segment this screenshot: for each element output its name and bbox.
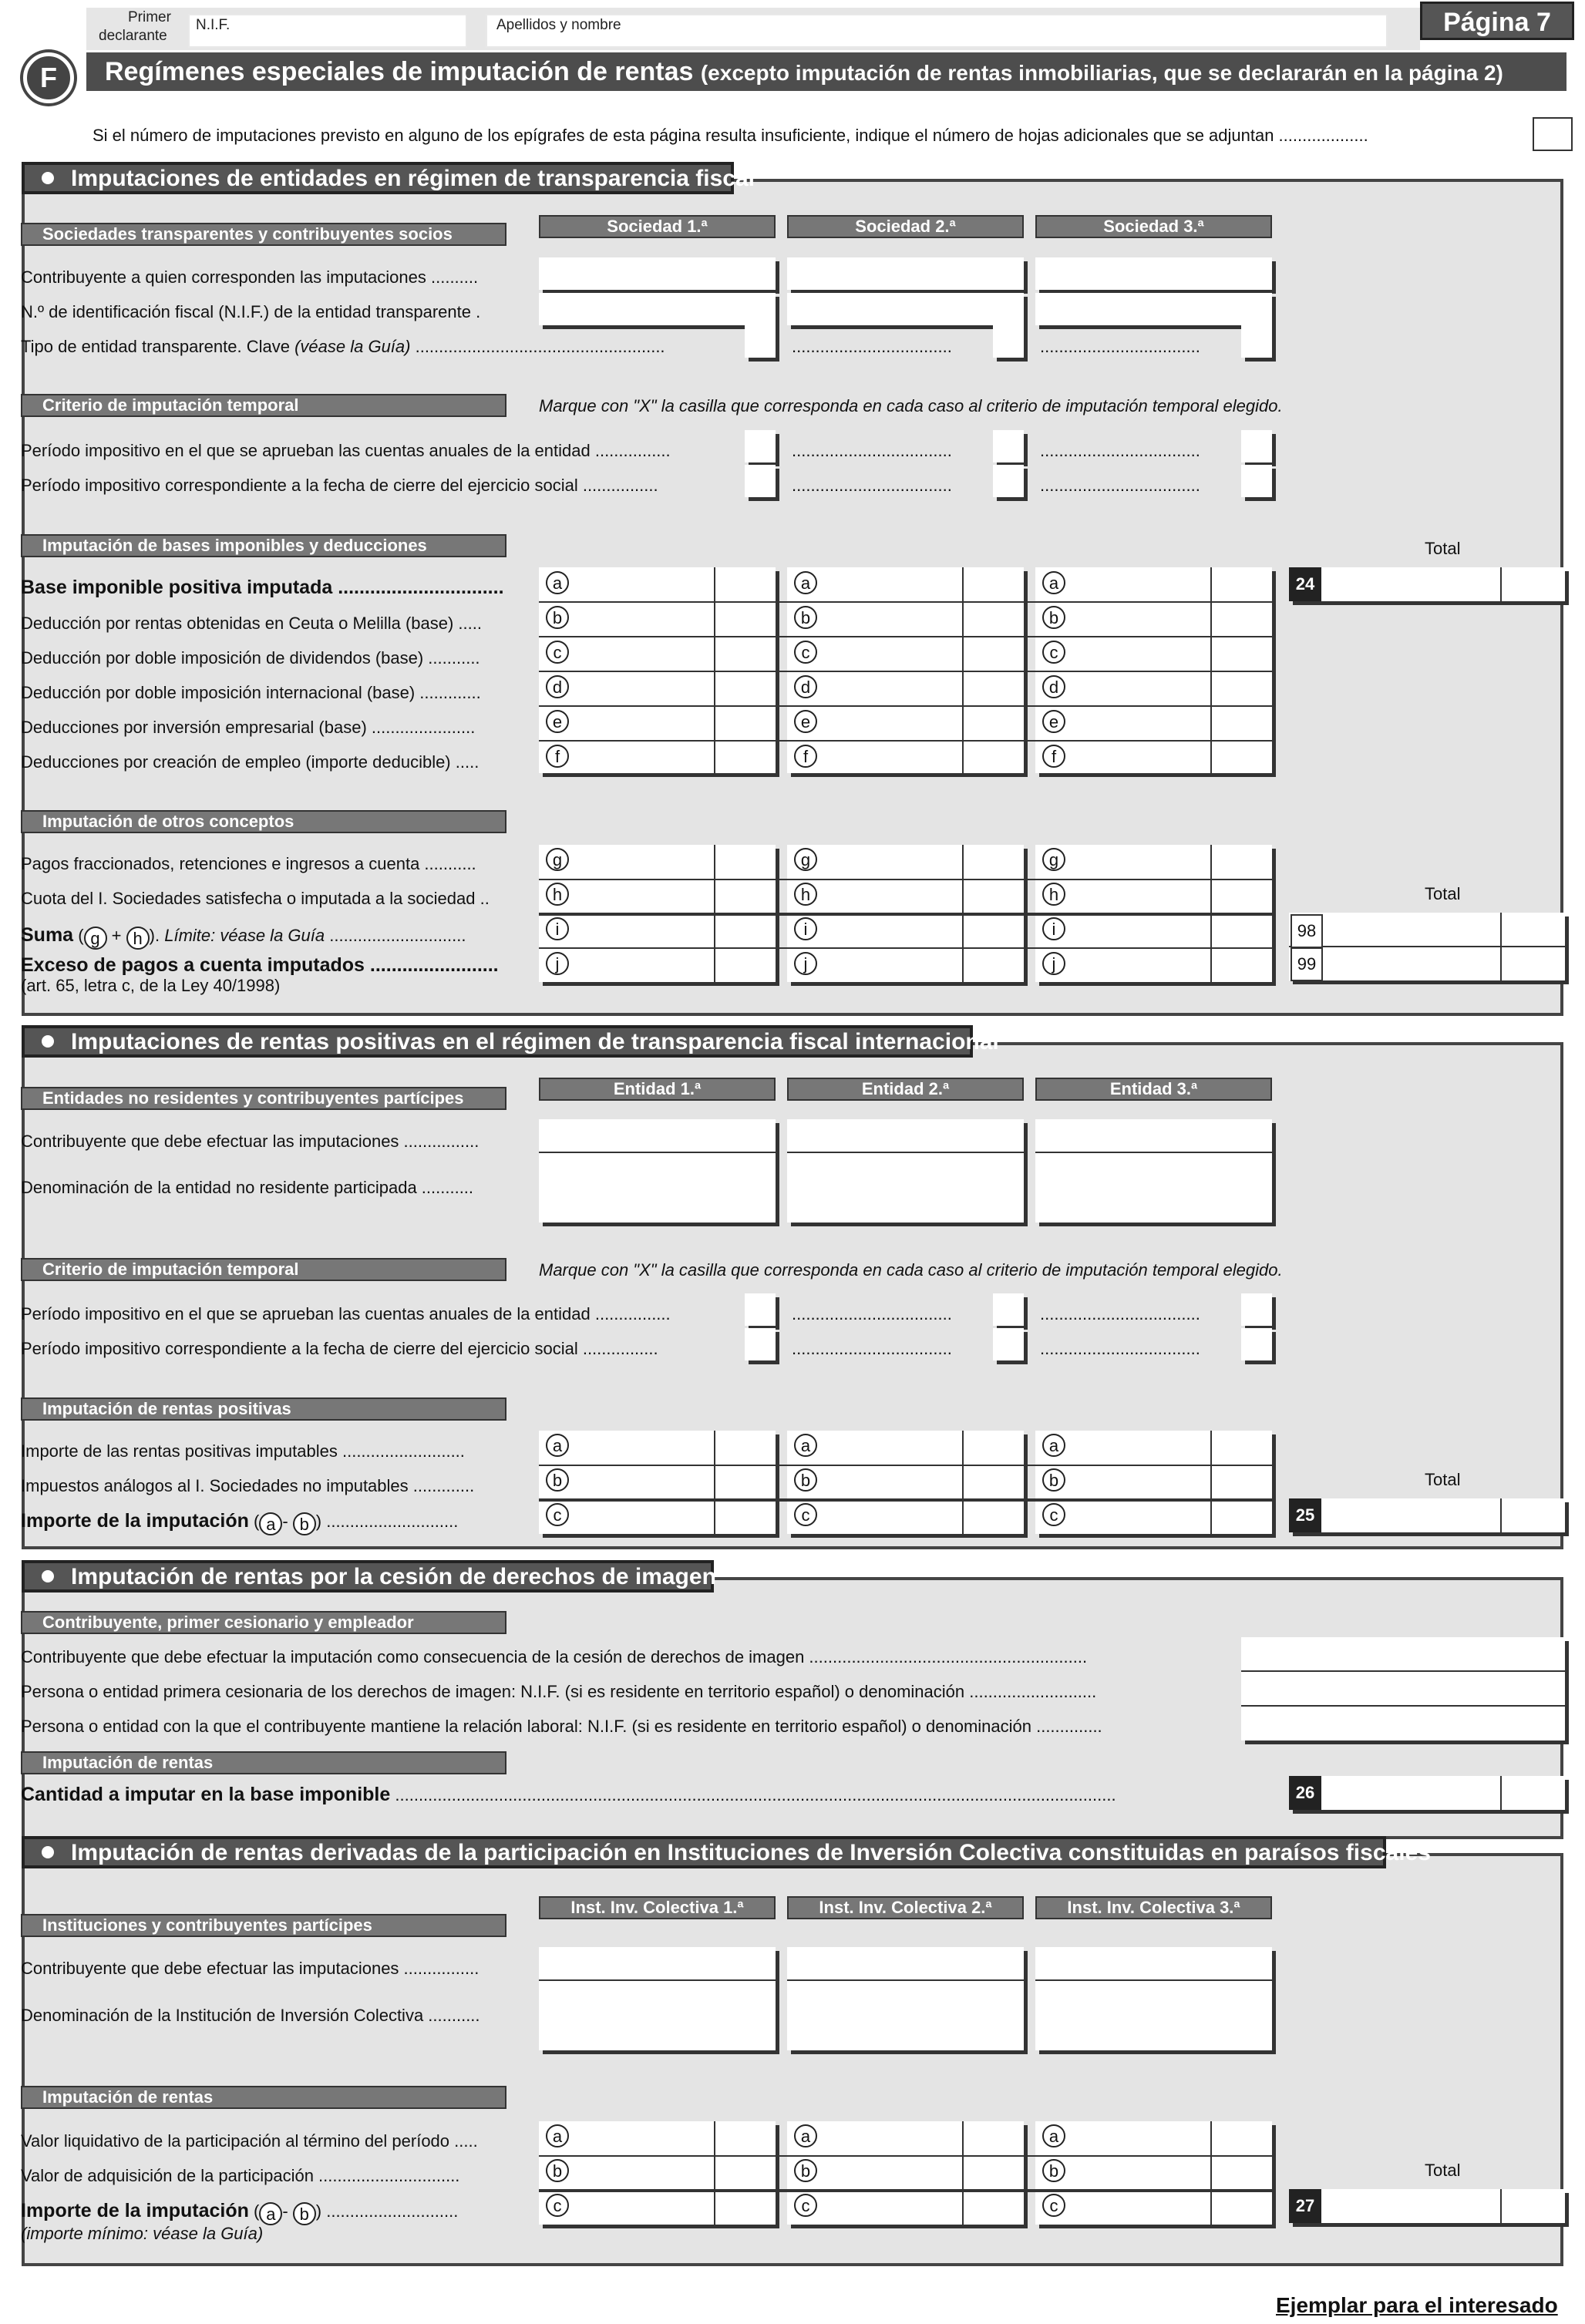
inv-col2[interactable]	[787, 2121, 1024, 2225]
total-27-sep	[1500, 2189, 1502, 2223]
bases-rowline-2	[539, 636, 1272, 637]
footer-ejemplar: Ejemplar para el interesado	[1276, 2293, 1558, 2317]
suma-text: Suma	[21, 924, 74, 946]
total-label-inv: Total	[1425, 2161, 1461, 2180]
label-denominacion-4: Denominación de la Institución de Inversión Colectiva ...........	[21, 2006, 480, 2025]
o3-i: i	[1042, 917, 1065, 940]
suma-dots: .............................	[325, 926, 466, 945]
s1-soc3-periodo-cuentas[interactable]	[1241, 430, 1272, 462]
i2-c: c	[794, 2194, 817, 2217]
box-27: 27	[1289, 2189, 1321, 2223]
entidad2-fields[interactable]	[787, 1119, 1024, 1223]
col-sociedad-1: Sociedad 1.ª	[539, 215, 776, 238]
subheader-imputacion-rentas-4: Imputación de rentas	[21, 2086, 506, 2109]
s2-ent3-dots-b: ..................................	[1040, 1339, 1200, 1358]
s1-soc3-dots-a: ..................................	[1040, 441, 1200, 460]
c2-f: f	[794, 745, 817, 768]
page-title	[86, 52, 1566, 91]
ent-rowline-2	[787, 1152, 1024, 1153]
c3-f: f	[1042, 745, 1065, 768]
tipo-dots: .....................................................	[410, 337, 665, 356]
total-25-sep	[1500, 1498, 1502, 1532]
c2-e: e	[794, 710, 817, 733]
rentas-sep1	[714, 1431, 715, 1534]
inv-sep3	[1210, 2121, 1212, 2225]
subheader-instituciones: Instituciones y contribuyentes partícipes	[21, 1914, 506, 1937]
imp2-minus: -	[282, 1512, 288, 1531]
exceso-note: (art. 65, letra c, de la Ley 40/1998)	[21, 976, 281, 995]
marque-note-1: Marque con "X" la casilla que corresponda en cada caso al criterio de imputación temporal elegido.	[539, 396, 1283, 415]
imagen-rowline-2	[1241, 1705, 1565, 1707]
imp4-a: a	[259, 2202, 282, 2225]
label-valor-adquisicion: Valor de adquisición de la participación ..............................	[21, 2166, 460, 2185]
r1-c: c	[546, 1503, 569, 1526]
section-title-inversion	[22, 1836, 1431, 1868]
total-98-99-line	[1289, 946, 1565, 947]
label-importe-imputacion-2	[21, 1509, 458, 1532]
s2-ent2-periodo-cierre[interactable]	[993, 1328, 1024, 1360]
rentas-sep2	[962, 1431, 964, 1534]
suma-limite: Límite: véase la Guía	[164, 926, 325, 945]
col-entidad-2: Entidad 2.ª	[787, 1078, 1024, 1101]
o2-j: j	[794, 952, 817, 975]
suma-h: h	[126, 927, 150, 950]
label-tipo-entidad	[21, 337, 665, 357]
s2-ent1-periodo-cuentas[interactable]	[745, 1293, 776, 1326]
nif-label: N.I.F.	[196, 17, 231, 33]
label-ded-dividendos: Deducción por doble imposición de dividendos (base) ...........	[21, 648, 480, 668]
label-valor-liquidativo: Valor liquidativo de la participación al término del período .....	[21, 2131, 478, 2151]
label-nif-entidad: N.º de identificación fiscal (N.I.F.) de la entidad transparente .	[21, 302, 481, 321]
rentas-col1[interactable]	[539, 1431, 776, 1534]
o1-i: i	[546, 917, 569, 940]
box-98: 98	[1291, 914, 1323, 948]
col-entidad-1: Entidad 1.ª	[539, 1078, 776, 1101]
cantidad-text: Cantidad a imputar en la base imponible	[21, 1784, 391, 1805]
bases-rowline-1	[539, 601, 1272, 603]
inst-rowline-3	[1035, 1979, 1272, 1981]
label-contribuyente-imagen: Contribuyente que debe efectuar la imputación como consecuencia de la cesión de derechos de imagen ...........................................................	[21, 1647, 1088, 1666]
subheader-sociedades: Sociedades transparentes y contribuyentes socios	[21, 223, 506, 246]
o2-g: g	[794, 848, 817, 871]
o1-g: g	[546, 848, 569, 871]
section-title-imagen	[22, 1560, 714, 1592]
sociedad2-nif-field[interactable]	[787, 293, 1024, 325]
apellidos-label: Apellidos y nombre	[496, 17, 621, 33]
title-sub: (excepto imputación de rentas inmobiliarias, que se declararán en la página 2)	[700, 61, 1503, 85]
bases-rowline-4	[539, 705, 1272, 707]
imp2-text: Importe de la imputación	[21, 1510, 249, 1532]
label-ded-inversion: Deducciones por inversión empresarial (base) ......................	[21, 718, 476, 737]
total-98-sep	[1500, 913, 1502, 980]
inv-sep1	[714, 2121, 715, 2225]
otros-rowline-1	[539, 879, 1272, 880]
inv-sep2	[962, 2121, 964, 2225]
rentas-rowline-1	[539, 1465, 1272, 1466]
o2-i: i	[794, 917, 817, 940]
imp4-paren-open: (	[254, 2201, 260, 2221]
label-ded-internacional: Deducción por doble imposición internacional (base) .............	[21, 683, 481, 702]
label-denominacion-2: Denominación de la entidad no residente participada ...........	[21, 1178, 474, 1197]
o1-h: h	[546, 883, 569, 906]
total-24-field[interactable]	[1289, 567, 1565, 601]
bases-rowline-3	[539, 671, 1272, 672]
subheader-bases: Imputación de bases imponibles y deducciones	[21, 534, 506, 557]
label-primera-cesionaria: Persona o entidad primera cesionaria de los derechos de imagen: N.I.F. (si es residente en territorio español) o denominación ...........................	[21, 1682, 1097, 1701]
s2-ent2-periodo-cuentas[interactable]	[993, 1293, 1024, 1326]
col-inst-3: Inst. Inv. Colectiva 3.ª	[1035, 1896, 1272, 1919]
sociedad3-tipo-dots: ..................................	[1040, 337, 1200, 356]
sociedad3-contribuyente-field[interactable]	[1035, 257, 1272, 290]
inst1-fields[interactable]	[539, 1947, 776, 2050]
otros-rowline-2	[539, 913, 1272, 916]
label-suma	[21, 923, 466, 947]
i1-a: a	[546, 2124, 569, 2147]
total-24-sep	[1500, 567, 1502, 601]
o2-h: h	[794, 883, 817, 906]
r3-c: c	[1042, 1503, 1065, 1526]
label-periodo-cuentas-2: Período impositivo en el que se aprueban las cuentas anuales de la entidad ................	[21, 1304, 671, 1323]
s1-soc2-periodo-cierre[interactable]	[993, 465, 1024, 497]
total-label-otros: Total	[1425, 884, 1461, 903]
c1-a: a	[546, 571, 569, 594]
total-25-field[interactable]	[1289, 1498, 1565, 1532]
s1-soc1-periodo-cuentas[interactable]	[745, 430, 776, 462]
c1-f: f	[546, 745, 569, 768]
rentas-sep3	[1210, 1431, 1212, 1534]
imp4-text: Importe de la imputación	[21, 2200, 249, 2221]
entidad1-fields[interactable]	[539, 1119, 776, 1223]
imp2-b: b	[293, 1512, 316, 1535]
sociedad2-tipo-dots: ..................................	[792, 337, 952, 356]
inv-col1[interactable]	[539, 2121, 776, 2225]
o3-h: h	[1042, 883, 1065, 906]
col-inst-1: Inst. Inv. Colectiva 1.ª	[539, 1896, 776, 1919]
s1-soc1-periodo-cierre[interactable]	[745, 465, 776, 497]
r2-b: b	[794, 1468, 817, 1492]
total-26-sep	[1500, 1776, 1502, 1810]
subheader-criterio-2: Criterio de imputación temporal	[21, 1258, 506, 1281]
imp2-a: a	[259, 1512, 282, 1535]
primer-label: Primer	[128, 9, 171, 25]
ent-rowline-3	[1035, 1152, 1272, 1153]
col-entidad-3: Entidad 3.ª	[1035, 1078, 1272, 1101]
total-label-bases: Total	[1425, 539, 1461, 558]
subheader-rentas-positivas: Imputación de rentas positivas	[21, 1397, 506, 1421]
c3-d: d	[1042, 675, 1065, 698]
imp2-paren-open: (	[254, 1512, 260, 1531]
bases-rowline-5	[539, 740, 1272, 742]
label-ded-empleo: Deducciones por creación de empleo (importe deducible) .....	[21, 752, 480, 772]
rentas-col3[interactable]	[1035, 1431, 1272, 1534]
otros-rowline-3	[539, 947, 1272, 949]
sociedad1-tipo-box[interactable]	[745, 325, 776, 358]
box-26: 26	[1289, 1776, 1321, 1810]
suma-paren-close: ).	[149, 926, 160, 945]
subheader-contribuyente-cesionario: Contribuyente, primer cesionario y empleador	[21, 1611, 506, 1634]
tipo-guia: (véase la Guía)	[294, 337, 411, 356]
o3-g: g	[1042, 848, 1065, 871]
section-f-badge: F	[23, 52, 74, 103]
rentas-rowline-2	[539, 1498, 1272, 1502]
col-sociedad-2: Sociedad 2.ª	[787, 215, 1024, 238]
c1-e: e	[546, 710, 569, 733]
total-label-rentas: Total	[1425, 1470, 1461, 1489]
c3-c: c	[1042, 641, 1065, 664]
c3-a: a	[1042, 571, 1065, 594]
c2-b: b	[794, 606, 817, 629]
entidad3-fields[interactable]	[1035, 1119, 1272, 1223]
i1-c: c	[546, 2194, 569, 2217]
label-pagos-fraccionados: Pagos fraccionados, retenciones e ingresos a cuenta ...........	[21, 854, 476, 873]
label-contribuyente-4: Contribuyente que debe efectuar las imputaciones ................	[21, 1959, 480, 1978]
inst-rowline-2	[787, 1979, 1024, 1981]
imp4-paren-close: )	[315, 2201, 322, 2221]
section-title-internacional	[22, 1025, 999, 1058]
s2-ent2-dots-b: ..................................	[792, 1339, 952, 1358]
sociedad3-tipo-box[interactable]	[1241, 325, 1272, 358]
label-cantidad-imputar	[21, 1784, 1116, 1806]
label-importe-imputacion-4	[21, 2199, 458, 2222]
i1-b: b	[546, 2159, 569, 2182]
inv-rowline-1	[539, 2155, 1272, 2157]
s2-ent2-dots-a: ..................................	[792, 1304, 952, 1323]
r3-b: b	[1042, 1468, 1065, 1492]
s2-ent1-periodo-cierre[interactable]	[745, 1328, 776, 1360]
label-cuota-sociedades: Cuota del I. Sociedades satisfecha o imputada a la sociedad ..	[21, 889, 490, 908]
sociedad2-tipo-box[interactable]	[993, 325, 1024, 358]
sociedad1-nif-field[interactable]	[539, 293, 776, 325]
s1-soc2-periodo-cuentas[interactable]	[993, 430, 1024, 462]
section-title-text: Imputación de rentas por la cesión de derechos de imagen	[71, 1564, 716, 1589]
hojas-adicionales-box[interactable]	[1533, 117, 1573, 151]
suma-g: g	[84, 927, 107, 950]
label-contribuyente-2: Contribuyente que debe efectuar las imputaciones ................	[21, 1132, 480, 1151]
c1-b: b	[546, 606, 569, 629]
declarante-label: declarante	[99, 28, 167, 44]
s1-soc3-dots-b: ..................................	[1040, 476, 1200, 495]
inst-rowline-1	[539, 1979, 776, 1981]
c1-c: c	[546, 641, 569, 664]
s1-soc3-periodo-cierre[interactable]	[1241, 465, 1272, 497]
label-contribuyente: Contribuyente a quien corresponden las imputaciones ..........	[21, 267, 479, 287]
o1-j: j	[546, 952, 569, 975]
inst2-fields[interactable]	[787, 1947, 1024, 2050]
i3-b: b	[1042, 2159, 1065, 2182]
r3-a: a	[1042, 1434, 1065, 1457]
subheader-otros-conceptos: Imputación de otros conceptos	[21, 810, 506, 833]
r1-b: b	[546, 1468, 569, 1492]
rentas-col2[interactable]	[787, 1431, 1024, 1534]
imagen-fields[interactable]	[1241, 1637, 1565, 1740]
imp2-dots: ............................	[321, 1512, 459, 1531]
label-impuestos-analogos: Impuestos análogos al I. Sociedades no imputables .............	[21, 1476, 475, 1495]
imp2-paren-close: )	[315, 1512, 322, 1531]
r2-a: a	[794, 1434, 817, 1457]
sociedad1-contribuyente-field[interactable]	[539, 257, 776, 290]
s2-ent3-periodo-cierre[interactable]	[1241, 1328, 1272, 1360]
sociedad3-nif-field[interactable]	[1035, 293, 1272, 325]
label-base-imponible: Base imponible positiva imputada ...............................	[21, 577, 504, 598]
section-title-text: Imputación de rentas derivadas de la participación en Instituciones de Inversión Colectiva constituidas en paraísos fiscales	[71, 1840, 1431, 1865]
label-ded-ceuta: Deducción por rentas obtenidas en Ceuta o Melilla (base) .....	[21, 614, 482, 633]
label-periodo-cuentas-1: Período impositivo en el que se aprueban las cuentas anuales de la entidad ................	[21, 441, 671, 460]
label-rentas-positivas: Importe de las rentas positivas imputables ..........................	[21, 1441, 465, 1461]
total-27-field[interactable]	[1289, 2189, 1565, 2223]
imp4-note: (importe mínimo: véase la Guía)	[21, 2224, 264, 2243]
imp4-dots: ............................	[321, 2201, 459, 2221]
i2-a: a	[794, 2124, 817, 2147]
inv-rowline-2	[539, 2189, 1272, 2192]
box-24: 24	[1289, 567, 1321, 601]
imagen-rowline-1	[1241, 1670, 1565, 1672]
imp4-minus: -	[282, 2201, 288, 2221]
label-exceso-pagos: Exceso de pagos a cuenta imputados ........................	[21, 954, 499, 976]
c2-a: a	[794, 571, 817, 594]
marque-note-2: Marque con "X" la casilla que corresponda en cada caso al criterio de imputación temporal elegido.	[539, 1260, 1283, 1280]
hojas-adicionales-text: Si el número de imputaciones previsto en alguno de los epígrafes de esta página resulta insuficiente, indique el número de hojas adicionales que se adjuntan ...................	[93, 126, 1368, 145]
c3-b: b	[1042, 606, 1065, 629]
s2-ent3-periodo-cuentas[interactable]	[1241, 1293, 1272, 1326]
page-number: Página 7	[1420, 2, 1574, 40]
s1-soc2-dots-a: ..................................	[792, 441, 952, 460]
c3-e: e	[1042, 710, 1065, 733]
box-99: 99	[1291, 947, 1323, 981]
subheader-imputacion-rentas-3: Imputación de rentas	[21, 1751, 506, 1774]
c2-c: c	[794, 641, 817, 664]
section-title-text: Imputaciones de entidades en régimen de transparencia fiscal	[71, 166, 755, 191]
i3-a: a	[1042, 2124, 1065, 2147]
i2-b: b	[794, 2159, 817, 2182]
cantidad-dots: .........................................................................................................................................................	[390, 1785, 1116, 1804]
label-relacion-laboral: Persona o entidad con la que el contribuyente mantiene la relación laboral: N.I.F. (si es residente en territorio español) o denominación ..............	[21, 1717, 1102, 1736]
inv-col3[interactable]	[1035, 2121, 1272, 2225]
col-sociedad-3: Sociedad 3.ª	[1035, 215, 1272, 238]
suma-paren-open: (	[78, 926, 84, 945]
s2-ent3-dots-a: ..................................	[1040, 1304, 1200, 1323]
box-25: 25	[1289, 1498, 1321, 1532]
subheader-entidades: Entidades no residentes y contribuyentes partícipes	[21, 1087, 506, 1110]
sociedad2-contribuyente-field[interactable]	[787, 257, 1024, 290]
imp4-b: b	[293, 2202, 316, 2225]
ent-rowline-1	[539, 1152, 776, 1153]
subheader-criterio-1: Criterio de imputación temporal	[21, 394, 506, 417]
r1-a: a	[546, 1434, 569, 1457]
col-inst-2: Inst. Inv. Colectiva 2.ª	[787, 1896, 1024, 1919]
suma-plus: +	[111, 926, 122, 945]
section-title-text: Imputaciones de rentas positivas en el régimen de transparencia fiscal internacional	[71, 1029, 999, 1054]
s1-soc2-dots-b: ..................................	[792, 476, 952, 495]
o3-j: j	[1042, 952, 1065, 975]
label-periodo-cierre-2: Período impositivo correspondiente a la fecha de cierre del ejercicio social ................	[21, 1339, 658, 1358]
label-periodo-cierre-1: Período impositivo correspondiente a la fecha de cierre del ejercicio social ................	[21, 476, 658, 495]
title-main: Regímenes especiales de imputación de rentas	[105, 57, 694, 86]
section-title-transparencia	[22, 162, 755, 194]
inst3-fields[interactable]	[1035, 1947, 1272, 2050]
i3-c: c	[1042, 2194, 1065, 2217]
r2-c: c	[794, 1503, 817, 1526]
tipo-text: Tipo de entidad transparente. Clave	[21, 337, 295, 356]
c2-d: d	[794, 675, 817, 698]
total-26-field[interactable]	[1289, 1776, 1565, 1810]
c1-d: d	[546, 675, 569, 698]
